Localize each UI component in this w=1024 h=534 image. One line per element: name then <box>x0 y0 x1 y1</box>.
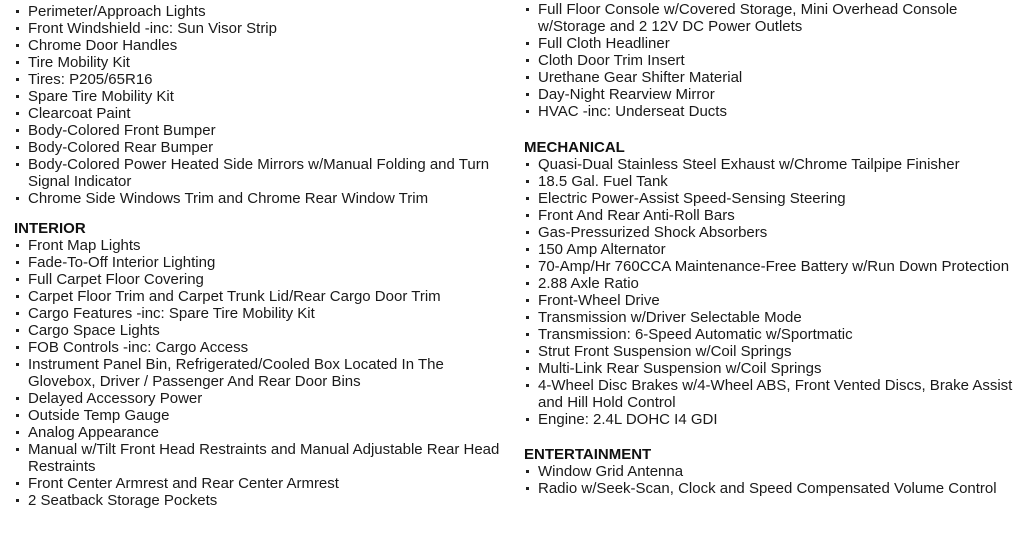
list-item: Instrument Panel Bin, Refrigerated/Cooled Box Located In The Glovebox, Driver / Passenger And Rear Door Bins <box>14 356 514 390</box>
list-item: Body-Colored Front Bumper <box>14 122 514 139</box>
interior-section-title: INTERIOR <box>14 220 86 237</box>
list-item: Gas-Pressurized Shock Absorbers <box>524 224 1024 241</box>
list-item: Body-Colored Power Heated Side Mirrors w/Manual Folding and Turn Signal Indicator <box>14 156 514 190</box>
list-item: Front Map Lights <box>14 237 514 254</box>
entertainment-section-title: ENTERTAINMENT <box>524 446 652 463</box>
entertainment-list <box>524 463 1024 497</box>
list-item: Quasi-Dual Stainless Steel Exhaust w/Chrome Tailpipe Finisher <box>524 156 1024 173</box>
list-item: Front-Wheel Drive <box>524 292 1024 309</box>
list-item: Carpet Floor Trim and Carpet Trunk Lid/Rear Cargo Door Trim <box>14 288 514 305</box>
list-item: Chrome Door Handles <box>14 37 514 54</box>
section-gap <box>524 428 1024 446</box>
list-item: 18.5 Gal. Fuel Tank <box>524 173 1024 190</box>
list-item: Engine: 2.4L DOHC I4 GDI <box>524 411 1024 428</box>
list-item: Radio w/Seek-Scan, Clock and Speed Compensated Volume Control <box>524 480 1024 497</box>
list-item: 4-Wheel Disc Brakes w/4-Wheel ABS, Front Vented Discs, Brake Assist and Hill Hold Control <box>524 377 1024 411</box>
list-item: Cargo Features -inc: Spare Tire Mobility Kit <box>14 305 514 322</box>
exterior-list <box>14 3 514 207</box>
list-item: Delayed Accessory Power <box>14 390 514 407</box>
list-item: Outside Temp Gauge <box>14 407 514 424</box>
list-item: Front Windshield -inc: Sun Visor Strip <box>14 20 514 37</box>
left-column <box>14 3 514 509</box>
list-item: Fade-To-Off Interior Lighting <box>14 254 514 271</box>
list-item: 2.88 Axle Ratio <box>524 275 1024 292</box>
list-item: Clearcoat Paint <box>14 105 514 122</box>
list-item: Transmission: 6-Speed Automatic w/Sportmatic <box>524 326 1024 343</box>
list-item: Urethane Gear Shifter Material <box>524 69 1024 86</box>
section-gap <box>524 120 1024 139</box>
mechanical-section-title: MECHANICAL <box>524 139 625 156</box>
list-item: Front Center Armrest and Rear Center Armrest <box>14 475 514 492</box>
right-column <box>524 1 1024 497</box>
list-item: Full Cloth Headliner <box>524 35 1024 52</box>
list-item: Front And Rear Anti-Roll Bars <box>524 207 1024 224</box>
list-item: 70-Amp/Hr 760CCA Maintenance-Free Battery w/Run Down Protection <box>524 258 1024 275</box>
list-item: Analog Appearance <box>14 424 514 441</box>
list-item: Body-Colored Rear Bumper <box>14 139 514 156</box>
list-item: 150 Amp Alternator <box>524 241 1024 258</box>
list-item: Day-Night Rearview Mirror <box>524 86 1024 103</box>
mechanical-list <box>524 156 1024 428</box>
list-item: Electric Power-Assist Speed-Sensing Steering <box>524 190 1024 207</box>
interior-continued-list <box>524 1 1024 120</box>
list-item: Transmission w/Driver Selectable Mode <box>524 309 1024 326</box>
list-item: 2 Seatback Storage Pockets <box>14 492 514 509</box>
list-item: Tires: P205/65R16 <box>14 71 514 88</box>
interior-list <box>14 237 514 509</box>
list-item: Window Grid Antenna <box>524 463 1024 480</box>
list-item: Multi-Link Rear Suspension w/Coil Springs <box>524 360 1024 377</box>
list-item: Chrome Side Windows Trim and Chrome Rear Window Trim <box>14 190 514 207</box>
list-item: Cloth Door Trim Insert <box>524 52 1024 69</box>
list-item: Manual w/Tilt Front Head Restraints and Manual Adjustable Rear Head Restraints <box>14 441 514 475</box>
list-item: Full Floor Console w/Covered Storage, Mini Overhead Console w/Storage and 2 12V DC Power Outlets <box>524 1 1024 35</box>
list-item: Cargo Space Lights <box>14 322 514 339</box>
list-item: Strut Front Suspension w/Coil Springs <box>524 343 1024 360</box>
section-gap <box>14 207 514 220</box>
list-item: Perimeter/Approach Lights <box>14 3 514 20</box>
list-item: Tire Mobility Kit <box>14 54 514 71</box>
list-item: Full Carpet Floor Covering <box>14 271 514 288</box>
list-item: Spare Tire Mobility Kit <box>14 88 514 105</box>
list-item: HVAC -inc: Underseat Ducts <box>524 103 1024 120</box>
list-item: FOB Controls -inc: Cargo Access <box>14 339 514 356</box>
